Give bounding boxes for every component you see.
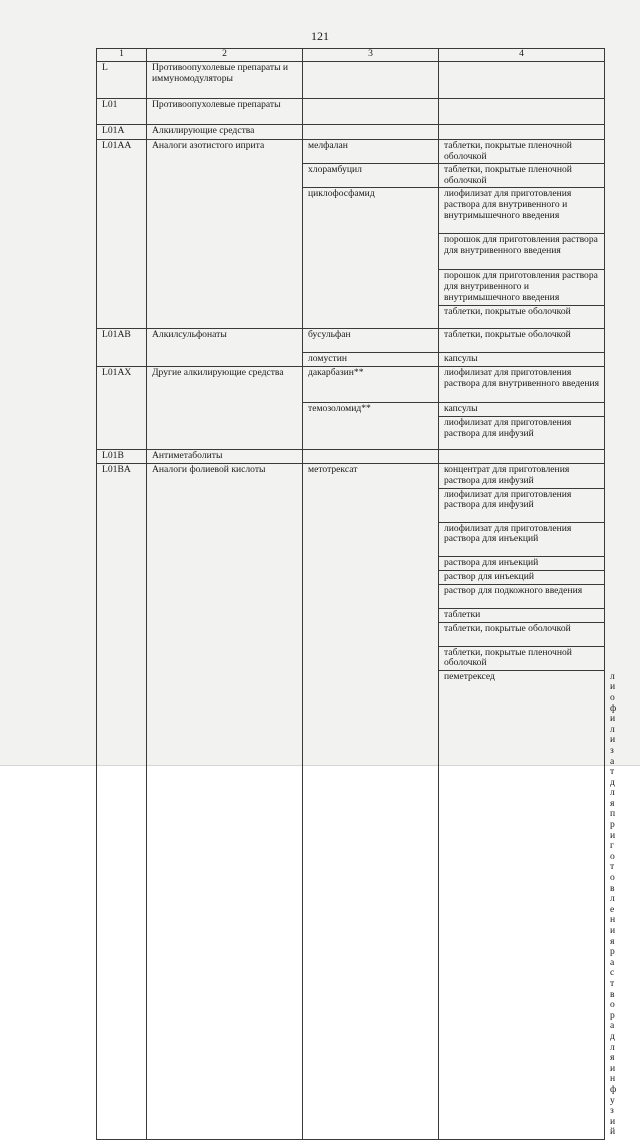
table-cell: Другие алкилирующие средства	[147, 367, 303, 450]
table-cell: темозоломид**	[303, 403, 439, 450]
table-cell: бусульфан	[303, 329, 439, 353]
table-cell: Аналоги азотистого иприта	[147, 140, 303, 329]
table-row	[97, 450, 605, 464]
table-row	[97, 140, 605, 164]
table-cell: таблетки, покрытые пленочной оболочкой	[439, 140, 605, 164]
table-cell: L01A	[97, 125, 147, 140]
table-cell: L01B	[97, 450, 147, 464]
page-number: 121	[311, 29, 329, 43]
table-cell	[439, 450, 605, 464]
table-cell: ломустин	[303, 353, 439, 367]
header-cell: 4	[439, 49, 605, 62]
table-row	[97, 329, 605, 353]
table-cell: L01BA	[97, 464, 147, 1140]
table-cell: пеметрексед	[439, 670, 605, 1139]
table-cell: L01AX	[97, 367, 147, 450]
table-cell: Противоопухолевые препараты и иммуномодуляторы	[147, 62, 303, 99]
table-cell: дакарбазин**	[303, 367, 439, 403]
table-cell: раствор для подкожного введения	[439, 584, 605, 608]
table-cell: Аналоги фолиевой кислоты	[147, 464, 303, 1140]
header-cell: 2	[147, 49, 303, 62]
table-cell: хлорамбуцил	[303, 164, 439, 188]
table-cell: таблетки, покрытые оболочкой	[439, 622, 605, 646]
table-cell: таблетки, покрытые оболочкой	[439, 329, 605, 353]
table-cell	[303, 450, 439, 464]
table-cell	[303, 62, 439, 99]
table-cell	[439, 99, 605, 125]
table-cell: раствора для инъекций	[439, 556, 605, 570]
table-cell	[439, 125, 605, 140]
table-row: пеметрексед т для приготовления раствора для инфузий	[97, 670, 605, 1139]
table-cell: лиофилизат для приготовления раствора для инфузий	[439, 417, 605, 450]
table-cell: L	[97, 62, 147, 99]
table-row	[97, 99, 605, 125]
table-cell: L01AA	[97, 140, 147, 329]
table-cell: L01AB	[97, 329, 147, 367]
table-cell	[303, 99, 439, 125]
table-cell: концентрат для приготовления раствора для инфузий	[439, 464, 605, 488]
table-cell	[303, 125, 439, 140]
table-cell: мелфалан	[303, 140, 439, 164]
header-cell: 1	[97, 49, 147, 62]
table-cell: порошок для приготовления раствора для внутривенного и внутримышечного введения	[439, 270, 605, 306]
table-cell: метотрексат	[303, 464, 439, 1140]
table-header-row	[97, 49, 605, 62]
table-cell: Алкилирующие средства	[147, 125, 303, 140]
table-cell: Алкилсульфонаты	[147, 329, 303, 367]
table-cell: циклофосфамид	[303, 188, 439, 329]
table-cell: Противоопухолевые препараты	[147, 99, 303, 125]
table-cell: Антиметаболиты	[147, 450, 303, 464]
table-cell: таблетки, покрытые пленочной оболочкой	[439, 646, 605, 670]
header-cell: 3	[303, 49, 439, 62]
table-cell: таблетки	[439, 608, 605, 622]
table-cell: порошок для приготовления раствора для внутривенного введения	[439, 234, 605, 270]
table-cell: лиофилизат для приготовления раствора для инъекций	[439, 522, 605, 556]
table-cell: капсулы	[439, 353, 605, 367]
table-cell: капсулы	[439, 403, 605, 417]
table-row	[97, 62, 605, 99]
table-cell: лиофилизат для приготовления раствора для инфузий	[439, 488, 605, 522]
table-row	[97, 464, 605, 488]
medication-table	[96, 48, 617, 1140]
table-cell: раствор для инъекций	[439, 570, 605, 584]
table-cell: L01	[97, 99, 147, 125]
table-cell: лиофилизат для приготовления раствора для внутривенного и внутримышечного введения	[439, 188, 605, 234]
table-row	[97, 367, 605, 403]
table-cell	[439, 62, 605, 99]
table-row	[97, 125, 605, 140]
table-cell: таблетки, покрытые пленочной оболочкой	[439, 164, 605, 188]
table-cell: лиофилизат для приготовления раствора для внутривенного введения	[439, 367, 605, 403]
table-cell: таблетки, покрытые оболочкой	[439, 306, 605, 329]
